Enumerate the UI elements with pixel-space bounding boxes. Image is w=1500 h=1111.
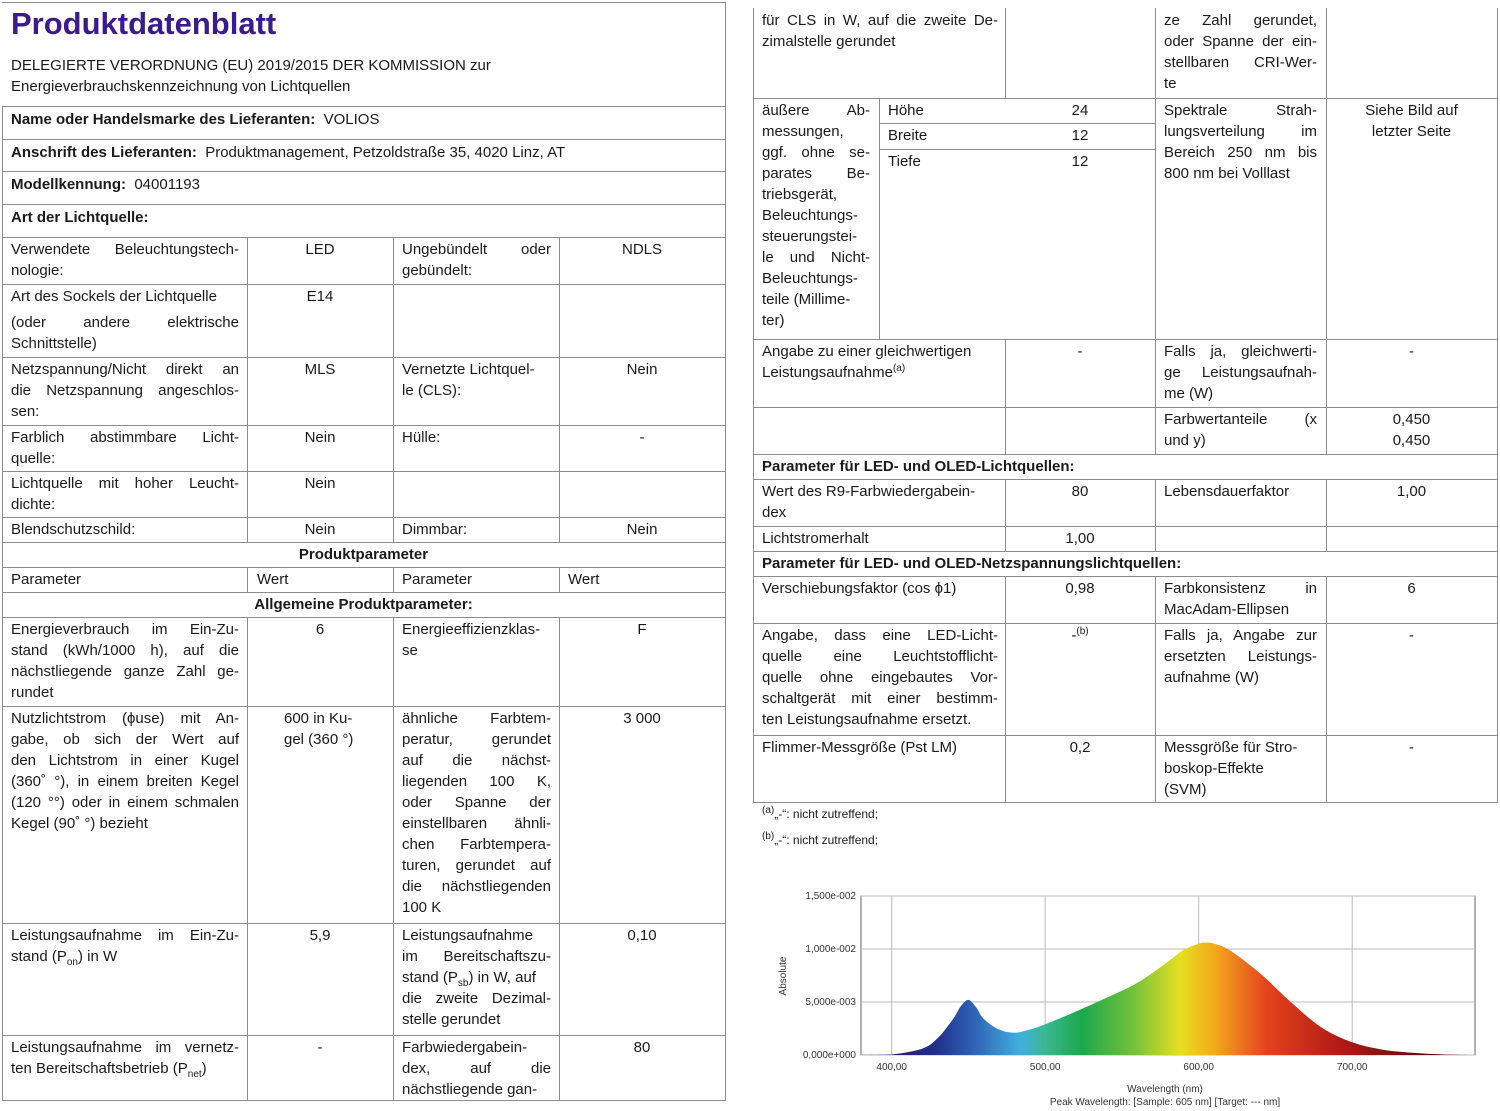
footnote-b: [762, 832, 878, 848]
svm-label-line: boskop-Effekte: [1164, 760, 1264, 777]
y-axis-label: Absolute: [778, 956, 789, 996]
pon-subscript: on: [66, 957, 78, 968]
psb-label-line: stelle gerundet: [402, 1011, 501, 1028]
r9-label: [762, 481, 998, 523]
cls-cont-line: für CLS in W, auf die zweite De-: [762, 12, 998, 29]
dims-label-line: ter): [762, 312, 785, 329]
cct-label: [402, 708, 551, 918]
macadam-label-line: MacAdam-Ellipsen: [1164, 601, 1290, 618]
supplier-name-value: VOLIOS: [323, 111, 380, 128]
y-tick-label: 1,000e-002: [805, 944, 856, 955]
equiv-label-text: Leistungsaufnahme: [762, 364, 893, 381]
x-tick-label: 500,00: [1029, 1062, 1061, 1073]
spectrum-label-line: 800 nm bei Volllast: [1164, 165, 1290, 182]
flicker-label: Flimmer-Messgröße (Pst LM): [762, 739, 958, 756]
height-label: Höhe: [888, 102, 924, 119]
r9-value: 80: [1071, 483, 1089, 500]
cri-cont: [1164, 10, 1317, 94]
cri-label-line: Farbwiedergabein-: [402, 1039, 528, 1056]
bundle-label: [402, 239, 551, 281]
width-value: 12: [1071, 127, 1089, 144]
mains-label-line: sen:: [11, 403, 40, 420]
psb-label-text: stand (P: [402, 969, 458, 986]
psb-label-line: Leistungsaufnahme: [402, 927, 533, 944]
cct-label-line: oder Spanne der: [402, 794, 551, 811]
energy-class-label-line: se: [402, 642, 418, 659]
dims-label-line: messungen,: [762, 123, 844, 140]
cri-value: 80: [633, 1039, 651, 1056]
dims-label-line: le und Nicht-: [762, 249, 870, 266]
regulation-line-2: Energieverbrauchskennzeichnung von Lichtquellen: [11, 78, 351, 95]
dims-label-line: steuerungstei-: [762, 228, 858, 245]
cct-label-line: die nächstliegenden: [402, 878, 551, 895]
dimmable-label: Dimmbar:: [402, 521, 468, 538]
energy-label-line: stand (kWh/1000 h), auf die: [11, 642, 239, 659]
r9-label-line: dex: [762, 504, 787, 521]
energy-class-label-line: Energieeffizienzklas-: [402, 621, 541, 638]
mains-parameters-heading: Parameter für LED- und OLED-Netzspannungslichtquellen:: [762, 555, 1182, 572]
socket-label-line: (oder andere elektrische: [11, 314, 239, 331]
equiv-label-line: Angabe zu einer gleichwertigen: [762, 343, 972, 360]
shell-label: Hülle:: [402, 429, 441, 446]
glare-label: Blendschutzschild:: [11, 521, 136, 538]
tunable-label-line: Farblich abstimmbare Licht-: [11, 429, 239, 446]
cri-cont-line: stellbaren CRI-Wer-: [1164, 54, 1317, 71]
equiv-power-label-line: ge Leistungsaufnah-: [1164, 364, 1317, 381]
displacement-factor-label: Verschiebungsfaktor (cos ϕ1): [762, 580, 957, 597]
psb-label-text: ) in W, auf: [468, 969, 536, 986]
spectrum-label-line: lungsverteilung im: [1164, 123, 1317, 140]
equiv-power-label: [1164, 341, 1317, 404]
macadam-value: 6: [1407, 580, 1416, 597]
highlum-label-line: Lichtquelle mit hoher Leucht-: [11, 475, 239, 492]
lifetime-factor-value: 1,00: [1396, 483, 1427, 500]
lumen-maintenance-label: Lichtstromerhalt: [762, 530, 869, 547]
chroma-value: [1326, 409, 1497, 451]
flux-value-line: gel (360 °): [284, 731, 354, 748]
pnet-label-text: ): [201, 1060, 207, 1077]
dims-label-line: ggf. ohne se-: [762, 144, 870, 161]
x-tick-label: 700,00: [1336, 1062, 1368, 1073]
footnote-b-text: „-“: nicht zutreffend;: [774, 833, 879, 847]
dims-label-line: Beleuchtungs-: [762, 270, 858, 287]
flux-label-line: gabe, ob sich der Wert auf: [11, 731, 239, 748]
replacement-value: [1005, 625, 1155, 646]
mains-label-line: die Netzspannung angeschlos-: [11, 382, 239, 399]
dimensions-label: [762, 100, 870, 331]
cri-label-line: dex, auf die: [402, 1060, 551, 1077]
supplier-address-value: Produktmanagement, Petzoldstraße 35, 4020 Linz, AT: [205, 144, 566, 161]
spectrum-value-line: Siehe Bild auf: [1365, 102, 1458, 119]
light-source-type-label: Art der Lichtquelle:: [11, 209, 149, 226]
chroma-label-line: Farbwertanteile (x: [1164, 411, 1317, 428]
model-value: 04001193: [134, 176, 200, 193]
shell-value: -: [639, 429, 645, 446]
dimmable-value: Nein: [626, 521, 658, 538]
flicker-value: 0,2: [1069, 739, 1091, 756]
lifetime-factor-label: Lebensdauerfaktor: [1164, 483, 1290, 500]
dims-label-line: triebsgerät,: [762, 186, 838, 203]
svm-label: [1164, 737, 1317, 800]
y-axis-ticks: [803, 891, 857, 1061]
supplier-address-label: Anschrift des Lieferanten:: [11, 144, 197, 161]
mains-value: MLS: [304, 361, 336, 378]
replacement-label-line: quelle ohne eingebautes Vor-: [762, 669, 998, 686]
pon-label-line: Leistungsaufnahme im Ein-Zu-: [11, 927, 239, 944]
cri-cont-line: ze Zahl gerundet,: [1164, 12, 1317, 29]
macadam-label: [1164, 578, 1317, 620]
replacement-power-label: [1164, 625, 1317, 688]
svm-label-line: (SVM): [1164, 781, 1207, 798]
pon-label: [11, 925, 239, 967]
svm-label-line: Messgröße für Stro-: [1164, 739, 1298, 756]
depth-value: 12: [1071, 153, 1089, 170]
highlum-label: [11, 473, 239, 515]
tunable-value: Nein: [304, 429, 336, 446]
cri-label: [402, 1037, 551, 1100]
flux-label-line: Nutzlichtstrom (ϕuse) mit An-: [11, 710, 239, 727]
cct-label-line: ähnliche Farbtem-: [402, 710, 551, 727]
cls-label: [402, 359, 551, 401]
cls-label-line: le (CLS):: [402, 382, 462, 399]
col-header-parameter: Parameter: [11, 571, 82, 588]
peak-wavelength-caption: Peak Wavelength: [Sample: 605 nm] [Target: --- nm]: [1049, 1097, 1281, 1108]
model-row: [11, 174, 200, 195]
pon-value: 5,9: [309, 927, 331, 944]
equiv-power-label-line: me (W): [1164, 385, 1214, 402]
cri-cont-line: te: [1164, 75, 1177, 92]
height-value: 24: [1071, 102, 1089, 119]
y-tick-label: 0,000e+000: [802, 1050, 856, 1061]
replacement-power-label-line: aufnahme (W): [1164, 669, 1260, 686]
footnote-b-marker: (b): [762, 831, 775, 842]
highlum-value: Nein: [304, 475, 336, 492]
macadam-label-line: Farbkonsistenz in: [1164, 580, 1317, 597]
replacement-power-value: -: [1409, 627, 1414, 644]
socket-label-line: Art des Sockels der Lichtquelle: [11, 288, 217, 305]
replacement-label-line: ten Leistungsaufnahme ersetzt.: [762, 711, 972, 728]
dims-label-line: parates Be-: [762, 165, 870, 182]
model-label: Modellkennung:: [11, 176, 126, 193]
supplier-name-row: [11, 109, 379, 130]
dims-label-line: Beleuchtungs-: [762, 207, 858, 224]
x-axis-label: Wavelength (nm): [1127, 1084, 1203, 1095]
energy-label-line: rundet: [11, 684, 54, 701]
cct-label-line: einstellbaren ähnli-: [402, 815, 551, 832]
dims-label-line: äußere Ab-: [762, 102, 870, 119]
pnet-label-line: Leistungsaufnahme im vernetz-: [11, 1039, 239, 1056]
energy-label: [11, 619, 239, 703]
cls-standby-cont: [762, 10, 998, 52]
equiv-power-value: -: [1409, 343, 1414, 360]
psb-label-line: die zweite Dezimal-: [402, 990, 551, 1007]
flux-label-line: (120 °°) oder in einem schmalen: [11, 794, 239, 811]
tunable-label: [11, 427, 239, 469]
flux-value-line: 600 in Ku-: [284, 710, 353, 727]
cls-value: Nein: [626, 361, 658, 378]
flux-label-line: (360˚ °), in einem breiten Kegel: [11, 773, 239, 790]
cct-value: 3 000: [623, 710, 661, 727]
psb-value: 0,10: [627, 927, 657, 944]
flux-label-line: den Lichtstrom in einer Kugel: [11, 752, 239, 769]
cri-cont-line: oder Spanne der ein-: [1164, 33, 1317, 50]
replacement-power-label-line: Falls ja, Angabe zur: [1164, 627, 1317, 644]
socket-value: E14: [306, 288, 334, 305]
cls-cont-line: zimalstelle gerundet: [762, 33, 896, 50]
socket-label: [11, 286, 239, 354]
highlum-label-line: dichte:: [11, 496, 56, 513]
cct-label-line: chen Farbtempera-: [402, 836, 551, 853]
x-axis-ticks: [876, 1062, 1368, 1073]
supplier-name-label: Name oder Handelsmarke des Lieferanten:: [11, 111, 316, 128]
regulation-line-1: DELEGIERTE VERORDNUNG (EU) 2019/2015 DER KOMMISSION zur: [11, 57, 491, 74]
flux-value: [284, 708, 384, 750]
spectrum-label-line: Bereich 250 nm bis: [1164, 144, 1317, 161]
col-header-value: Wert: [257, 571, 289, 588]
energy-label-line: nächstliegende ganze Zahl ge-: [11, 663, 239, 680]
mains-label-line: Netzspannung/Nicht direkt an: [11, 361, 239, 378]
pnet-label-text: ten Bereitschaftsbetrieb (P: [11, 1060, 188, 1077]
psb-subscript: sb: [457, 978, 469, 989]
col-header-value-2: Wert: [568, 571, 600, 588]
footnote-a: [762, 806, 878, 822]
bundle-label-line: Ungebündelt oder: [402, 241, 551, 258]
spectrum-label-line: Spektrale Strah-: [1164, 102, 1317, 119]
cct-label-line: turen, gerundet auf: [402, 857, 551, 874]
chroma-x-value: 0,450: [1392, 411, 1431, 428]
energy-class-label: [402, 619, 551, 661]
energy-class-value: F: [637, 621, 647, 638]
spectrum-label: [1164, 100, 1317, 184]
product-parameters-heading: Produktparameter: [298, 546, 429, 563]
dims-label-line: teile (Millime-: [762, 291, 851, 308]
spectrum-value-line: letzter Seite: [1371, 123, 1452, 140]
x-tick-label: 600,00: [1183, 1062, 1214, 1073]
chroma-label-line: und y): [1164, 432, 1206, 449]
equiv-label: [762, 341, 998, 383]
replacement-label-line: quelle eine Leuchtstofflicht-: [762, 648, 998, 665]
tunable-label-line: quelle:: [11, 450, 56, 467]
displacement-factor-value: 0,98: [1065, 580, 1095, 597]
mains-label: [11, 359, 239, 422]
pon-label-text: ) in W: [78, 948, 118, 965]
footnote-a-marker: (a): [762, 805, 775, 816]
replacement-label-line: schaltgerät mit einer bestimm-: [762, 690, 998, 707]
pon-label-text: stand (P: [11, 948, 67, 965]
tech-label-line: nologie:: [11, 262, 64, 279]
psb-label-line: im Bereitschaftszu-: [402, 948, 551, 965]
r9-label-line: Wert des R9-Farbwiedergabein-: [762, 483, 976, 500]
page-title: Produktdatenblatt: [11, 6, 277, 41]
spectrum-chart: [760, 880, 1490, 1110]
led-parameters-heading: Parameter für LED- und OLED-Lichtquellen:: [762, 458, 1075, 475]
cct-label-line: liegenden 100 K,: [402, 773, 551, 790]
spectrum-value: [1326, 100, 1497, 142]
svm-value: -: [1409, 739, 1414, 756]
chroma-y-value: 0,450: [1392, 432, 1431, 449]
replacement-power-label-line: ersetzten Leistungs-: [1164, 648, 1317, 665]
y-tick-label: 5,000e-003: [805, 997, 856, 1008]
equiv-power-label-line: Falls ja, gleichwerti-: [1164, 343, 1317, 360]
col-header-parameter-2: Parameter: [402, 571, 473, 588]
replacement-superscript: (b): [1076, 626, 1089, 637]
depth-label: Tiefe: [888, 153, 921, 170]
footnote-a-text: „-“: nicht zutreffend;: [774, 807, 879, 821]
replacement-label-line: Angabe, dass eine LED-Licht-: [762, 627, 998, 644]
cct-label-line: peratur, gerundet: [402, 731, 551, 748]
pnet-label: [11, 1037, 239, 1079]
replacement-label: [762, 625, 998, 730]
energy-value: 6: [315, 621, 325, 638]
cct-label-line: 100 K: [402, 899, 442, 916]
regulation-text: [11, 55, 711, 97]
cls-label-line: Vernetzte Lichtquel-: [402, 361, 535, 378]
tech-label-line: Verwendete Beleuchtungstech-: [11, 241, 239, 258]
energy-label-line: Energieverbrauch im Ein-Zu-: [11, 621, 239, 638]
glare-value: Nein: [304, 521, 336, 538]
tech-value: LED: [305, 241, 335, 258]
flux-label: [11, 708, 239, 834]
pnet-subscript: net: [187, 1069, 202, 1080]
bundle-value: NDLS: [621, 241, 662, 258]
tech-label: [11, 239, 239, 281]
flux-label-line: Kegel (90˚ °) bezieht: [11, 815, 148, 832]
pnet-value: -: [317, 1039, 323, 1056]
equiv-superscript: (a): [892, 363, 906, 374]
supplier-address-row: [11, 142, 565, 163]
psb-label: [402, 925, 551, 1030]
width-label: Breite: [888, 127, 928, 144]
general-parameters-heading: Allgemeine Produktparameter:: [254, 596, 473, 613]
bundle-label-line: gebündelt:: [402, 262, 473, 279]
x-tick-label: 400,00: [876, 1062, 907, 1073]
cct-label-line: auf die nächst-: [402, 752, 551, 769]
chroma-label: [1164, 409, 1317, 451]
y-tick-label: 1,500e-002: [805, 891, 856, 902]
replacement-value-text: -: [1071, 627, 1077, 644]
lumen-maintenance-value: 1,00: [1065, 530, 1095, 547]
cri-label-line: nächstliegende gan-: [402, 1081, 538, 1098]
socket-label-line: Schnittstelle): [11, 335, 97, 352]
equiv-value: -: [1077, 343, 1083, 360]
